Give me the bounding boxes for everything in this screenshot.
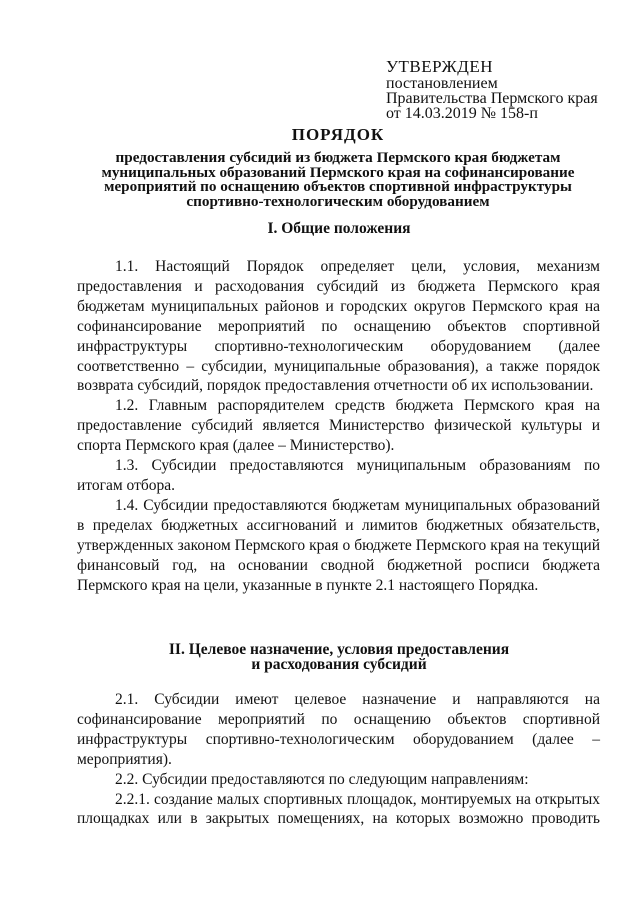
paragraph: 2.2.1. создание малых спортивных площадок, монтируемых на открытых площадках или в закрытых помещениях, на которых возможно проводить <box>77 790 600 828</box>
document-subtitle: предоставления субсидий из бюджета Пермского края бюджетам муниципальных образований Пермского края на софинансирование мероприятий по оснащению объектов спортивной инфраструктуры спортивно-технологическим оборудованием <box>101 149 575 210</box>
paragraph: 1.3. Субсидии предоставляются муниципальным образованиям по итогам отбора. <box>77 457 600 494</box>
section-body <box>77 257 600 595</box>
paragraph: 1.4. Субсидии предоставляются бюджетам муниципальных образований в пределах бюджетных ассигнований и лимитов бюджетных обязательств, утвержденных законом Пермского края о бюджете Пермского края на текущий финансовый год, на основании сводной бюджетной росписи бюджета Пермского края на цели, указанные в пункте 2.1 настоящего Порядка. <box>77 496 600 594</box>
approval-line: постановлением <box>386 75 498 92</box>
paragraph: 1.1. Настоящий Порядок определяет цели, условия, механизм предоставления и расходования субсидий из бюджета Пермского края бюджетам муниципальных районов и городских округов Пермского края на софинансирование мероприятий по оснащению объектов спортивной инфраструктуры спортивно-технологическим оборудованием (далее соответственно – субсидии, муниципальные образования), а также порядок возврата субсидий, порядок предоставления отчетности об их использовании. <box>77 258 600 395</box>
paragraph: 2.2. Субсидии предоставляются по следующим направлениям: <box>115 770 529 788</box>
approval-line: от 14.03.2019 № 158-п <box>386 105 538 122</box>
paragraph: 2.1. Субсидии имеют целевое назначение и направляются на софинансирование мероприятий по оснащению объектов спортивной инфраструктуры спортивно-технологическим оборудованием (далее – мероприятия). <box>77 691 600 768</box>
approval-line: Правительства Пермского края <box>386 90 598 107</box>
section-heading-line: и расходования субсидий <box>251 656 427 673</box>
document-title: ПОРЯДОК <box>291 125 385 144</box>
section-body <box>77 690 600 829</box>
approval-heading: УТВЕРЖДЕН <box>386 57 493 76</box>
section-heading-line: II. Целевое назначение, условия предоставления <box>168 641 510 658</box>
section-heading: I. Общие положения <box>267 220 411 237</box>
paragraph: 1.2. Главным распорядителем средств бюджета Пермского края на предоставление субсидий является Министерство физической культуры и спорта Пермского края (далее – Министерство). <box>77 397 600 455</box>
approval-stamp <box>386 57 626 121</box>
section-heading <box>78 642 600 672</box>
